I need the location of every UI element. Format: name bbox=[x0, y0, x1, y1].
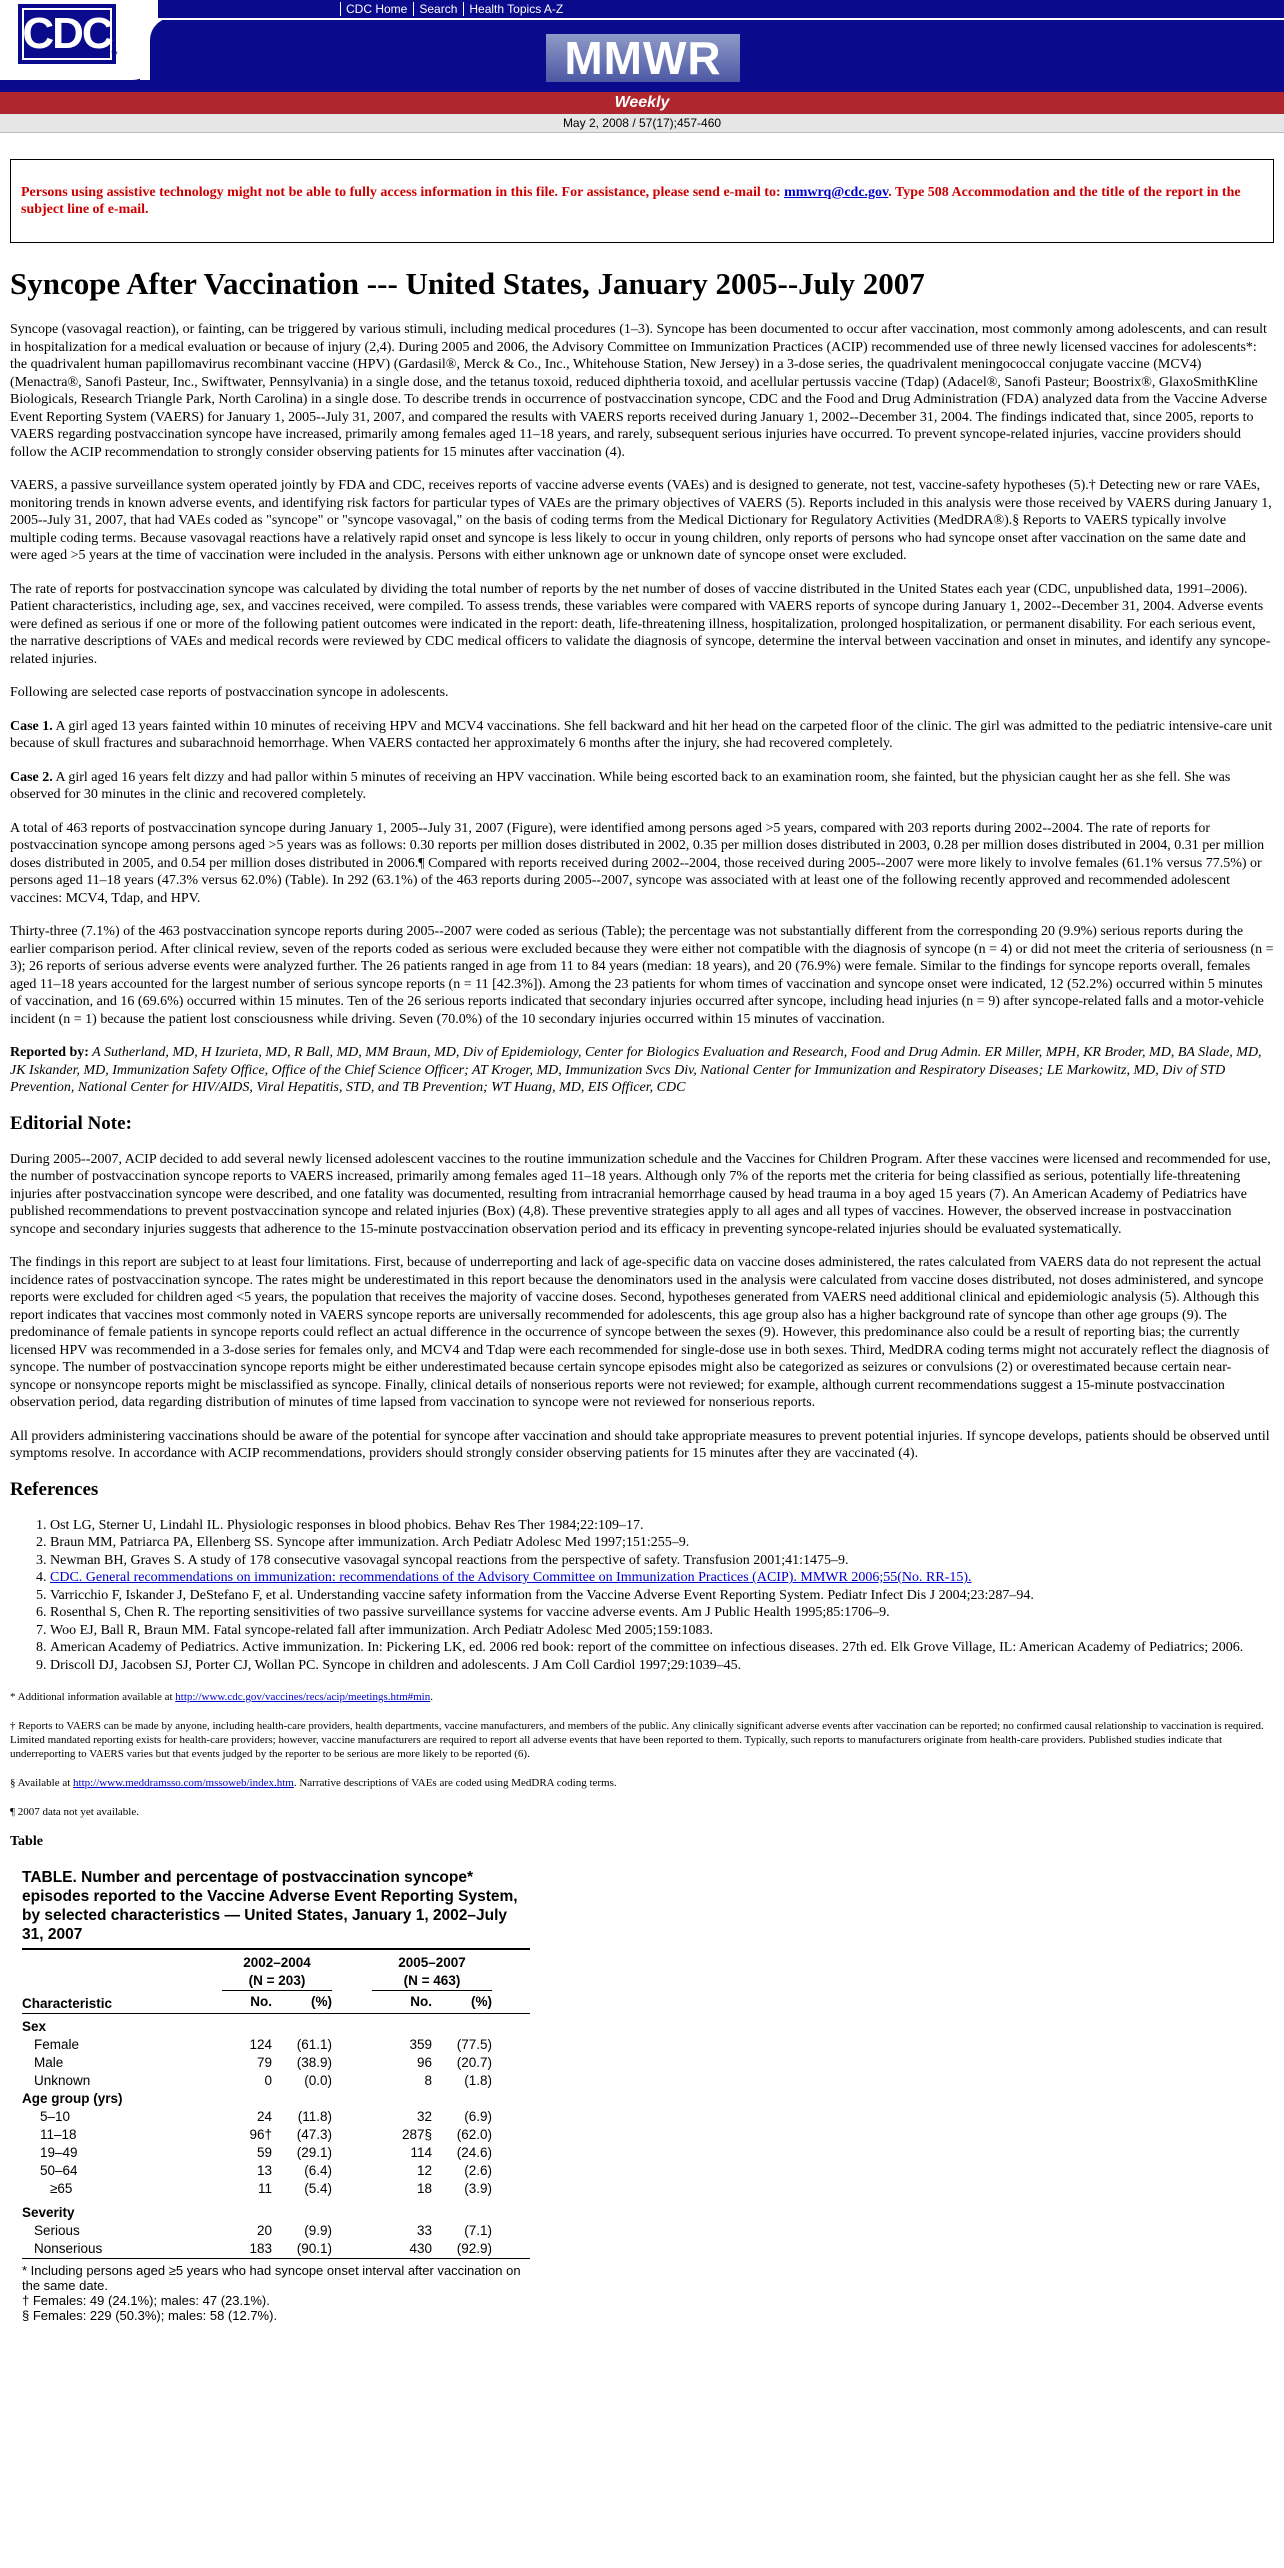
weekly-banner: Weekly bbox=[0, 92, 1284, 114]
case-1-label: Case 1. bbox=[10, 718, 53, 734]
paragraph-editorial-2: The findings in this report are subject to at least four limitations. First, because of underreporting and lack of age-specific data on vaccine doses administered, the rates calculated from VAERS data do not represent the actual incidence rates of postvaccination syncope. The rates might be underestimated in this report because the denominators used in the analysis were calculated from vaccine doses distributed, not doses administered, and syncope reports were excluded for children aged <5 years, the population that receives the majority of vaccine doses. Second, hypotheses generated from VAERS need additional clinical and epidemiologic analysis (5). Although this report indicates that vaccines most commonly noted in VAERS syncope reports are universally recommended for adolescents, this age group also has a higher background rate of syncope than other age groups (9). The predominance of female patients in syncope reports could reflect an actual difference in the occurrence of syncope between the sexes (9). However, this predominance also could be a result of reporting bias; the currently licensed HPV was recommended in a 3-dose series for females only, and MCV4 and Tdap were each recommended for single-dose use in both sexes. Third, MedDRA coding terms might not accurately reflect the diagnosis of syncope. The number of postvaccination syncope reports might be either underestimated because certain syncope episodes might also be categorized as seizures or convulsions (2) or overestimated because certain near-syncope or nonsyncope reports might be misclassified as syncope. Finally, clinical details of nonserious reports were not reviewed; for example, although current recommendations suggest a 15-minute postvaccination observation period, data regarding distribution of minutes of time lapsed from vaccination to syncope were not reviewed for nonserious reports. bbox=[10, 1255, 1270, 1410]
table-title: TABLE. Number and percentage of postvaccination syncope* episodes reported to the Vaccine Adverse Event Reporting System, by selected characteristics — United States, January 1, 2002–July 31, 2007 bbox=[22, 1869, 518, 1943]
cell-n2: 114 bbox=[410, 2144, 432, 2160]
row-label: ≥65 bbox=[50, 2180, 73, 2196]
paragraph-results: A total of 463 reports of postvaccination syncope during January 1, 2005--July 31, 2007 (Figure), were identified among persons aged >5 years, compared with 203 reports during 2002--2004. The rate of reports for postvaccination syncope among persons aged >5 years was as follows: 0.30 reports per million doses distributed in 2002, 0.35 per million doses distributed in 2003, 0.28 per million doses distributed in 2004, 0.31 per million doses distributed in 2005, and 0.54 per million doses distributed in 2006.¶ Compared with reports received during 2002--2004, those received during 2005--2007 were more likely to involve females (61.1% versus 77.5%) or persons aged 11–18 years (47.3% versus 62.0%) (Table). In 292 (63.1%) of the 463 reports during 2005--2007, syncope was associated with at least one of the following recently approved and recommended adolescent vaccines: MCV4, Tdap, and HPV. bbox=[10, 820, 1265, 906]
paragraph-reported-by bbox=[10, 1044, 1274, 1097]
footnote-1-link[interactable]: http://www.cdc.gov/vaccines/recs/acip/meetings.htm#min bbox=[175, 1691, 431, 1703]
cell-p2: (92.9) bbox=[456, 2240, 492, 2256]
section-sex: Sex bbox=[22, 2018, 47, 2034]
case-1-text: A girl aged 13 years fainted within 10 minutes of receiving HPV and MCV4 vaccinations. She fell backward and hit her head on the carpeted floor of the clinic. The girl was admitted to the pediatric intensive-care unit because of skull fractures and subarachnoid hemorrhage. When VAERS contacted her approximately 6 months after the injury, she had recovered completely. bbox=[10, 718, 1273, 751]
header-navy-curve bbox=[150, 18, 190, 80]
cell-p2: (6.9) bbox=[464, 2108, 492, 2124]
notice-text: Persons using assistive technology might not be able to fully access information in this file. For assistance, please send e-mail to: bbox=[21, 185, 785, 200]
table-row bbox=[22, 2036, 530, 2054]
table-label: Table bbox=[10, 1834, 43, 1849]
cell-p1: (0.0) bbox=[304, 2072, 332, 2088]
cell-n2: 33 bbox=[416, 2222, 432, 2238]
references-heading: References bbox=[10, 1478, 99, 1500]
nav-cdc-home[interactable]: CDC Home bbox=[340, 2, 413, 16]
footnote-1-text: * Additional information available at bbox=[10, 1691, 176, 1703]
row-label: Serious bbox=[34, 2222, 80, 2238]
cell-n1: 0 bbox=[264, 2072, 272, 2088]
row-label: Male bbox=[34, 2054, 64, 2070]
reference-item: 7. Woo EJ, Ball R, Braun MM. Fatal syncope-related fall after immunization. Arch Pediatr Adolesc Med 2005;159:1083. bbox=[50, 1622, 1274, 1640]
reference-item bbox=[50, 1569, 1274, 1587]
header-divider bbox=[160, 18, 1284, 20]
reference-item: 5. Varricchio F, Iskander J, DeStefano F, et al. Understanding vaccine safety information from the Vaccine Adverse Event Reporting System. Pediatr Infect Dis J 2004;23:287–94. bbox=[50, 1587, 1274, 1605]
paragraph-methods: The rate of reports for postvaccination syncope was calculated by dividing the total number of reports by the net number of doses of vaccine distributed in the United States each year (CDC, unpublished data, 1991–2006). Patient characteristics, including age, sex, and vaccines received, were compiled. To assess trends, these variables were compared with VAERS reports of syncope during January 1, 2002--December 31, 2004. Adverse events were defined as serious if one or more of the following patient outcomes were indicated in the report: death, life-threatening illness, hospitalization, prolonged hospitalization, or permanent disability. For each serious event, the narrative descriptions of VAEs and medical records were reviewed by CDC medical officers to validate the diagnosis of syncope, determine the interval between vaccination and onset in minutes, and identify any syncope-related injuries. bbox=[10, 581, 1271, 667]
table-period-1 bbox=[222, 1949, 332, 1991]
table-header-gap bbox=[332, 1949, 372, 1991]
cell-p2: (20.7) bbox=[456, 2054, 492, 2070]
paragraph-editorial-3: All providers administering vaccinations should be aware of the potential for syncope after vaccination and should take appropriate measures to prevent potential injuries. If syncope develops, patients should be observed until symptoms resolve. In accordance with ACIP recommendations, providers should strongly consider observing patients for 15 minutes after they are vaccinated (4). bbox=[10, 1428, 1270, 1461]
table-row bbox=[22, 2126, 530, 2144]
table-row bbox=[22, 2180, 530, 2198]
article-content bbox=[0, 159, 1284, 2323]
references-list bbox=[10, 1517, 1274, 1675]
col-gap bbox=[332, 1991, 372, 2014]
cell-p1: (61.1) bbox=[296, 2036, 332, 2052]
cell-n2: 32 bbox=[416, 2108, 432, 2124]
cell-p1: (9.9) bbox=[304, 2222, 332, 2238]
table-row bbox=[22, 2108, 530, 2126]
footnote-3-text: § Available at bbox=[10, 1777, 74, 1789]
reference-item: 9. Driscoll DJ, Jacobsen SJ, Porter CJ, Wollan PC. Syncope in children and adolescents. J Am Coll Cardiol 1997;29:1039–45. bbox=[50, 1657, 1274, 1675]
case-2-text: A girl aged 16 years felt dizzy and had pallor within 5 minutes of receiving an HPV vaccination. While being escorted back to an examination room, she fainted, but the physician caught her as she fell. She was observed for 30 minutes in the clinic and recovered completely. bbox=[10, 769, 1231, 802]
cell-p2: (77.5) bbox=[456, 2036, 492, 2052]
table-footnote-2: † Females: 49 (24.1%); males: 47 (23.1%). bbox=[22, 2292, 270, 2308]
period-2-n: (N = 463) bbox=[403, 1973, 461, 1988]
editorial-heading: Editorial Note: bbox=[10, 1112, 132, 1134]
cell-n1: 124 bbox=[249, 2036, 272, 2052]
reported-label: Reported by: bbox=[10, 1045, 89, 1060]
row-label: 11–18 bbox=[40, 2126, 77, 2142]
data-table bbox=[22, 1868, 530, 2323]
cell-p1: (11.8) bbox=[297, 2108, 332, 2124]
reference-link[interactable]: CDC. General recommendations on immunization: recommendations of the Advisory Committee on Immunization Practices (ACIP). MMWR 2006;55(No. RR-15). bbox=[50, 1570, 972, 1585]
cell-n1: 24 bbox=[256, 2108, 272, 2124]
top-nav bbox=[340, 2, 569, 16]
article-title: Syncope After Vaccination --- United States, January 2005--July 2007 bbox=[10, 266, 925, 301]
row-label: Unknown bbox=[34, 2072, 91, 2088]
case-2-label: Case 2. bbox=[10, 769, 53, 785]
period-1-n: (N = 203) bbox=[248, 1973, 306, 1988]
cell-n1: 13 bbox=[256, 2162, 272, 2178]
cell-n1: 11 bbox=[257, 2180, 272, 2196]
footnote-3-end: . Narrative descriptions of VAEs are coded using MedDRA coding terms. bbox=[293, 1777, 617, 1789]
table-period-2 bbox=[372, 1949, 492, 1991]
reference-item: 6. Rosenthal S, Chen R. The reporting sensitivities of two passive surveillance systems for vaccine adverse events. Am J Public Health 1995;85:1706–9. bbox=[50, 1604, 1274, 1622]
table-row bbox=[22, 2072, 530, 2090]
reference-item: 8. American Academy of Pediatrics. Active immunization. In: Pickering LK, ed. 2006 red book: report of the committee on infectious diseases. 27th ed. Elk Grove Village, IL: American Academy of Pediatrics; 2006. bbox=[50, 1639, 1274, 1657]
cell-p1: (6.4) bbox=[304, 2162, 332, 2178]
cdc-logo[interactable]: CDC bbox=[18, 4, 116, 64]
footnote-3-link[interactable]: http://www.meddramsso.com/mssoweb/index.htm bbox=[73, 1777, 294, 1789]
table-row bbox=[22, 2222, 530, 2240]
accessibility-notice bbox=[10, 159, 1274, 243]
paragraph-editorial-1: During 2005--2007, ACIP decided to add several newly licensed adolescent vaccines to the routine immunization schedule and the Vaccines for Children Program. After these vaccines were licensed and recommended for use, the number of postvaccination syncope reports to VAERS increased, primarily among females aged 11–18 years. Although only 7% of the reports met the criteria for being classified as serious, potentially life-threatening injuries after postvaccination syncope were described, and one fatality was documented, resulting from intracranial hemorrhage caused by head trauma in a boy aged 15 years (7). An American Academy of Pediatrics have published recommendations to prevent postvaccination syncope and related injuries (Box) (4,8). These preventive strategies apply to all ages and all types of vaccines. However, the observed increase in postvaccination syncope and secondary injuries suggests that adherence to the 15-minute postvaccination observation period and its efficacy in preventing syncope-related injuries should be evaluated systematically. bbox=[10, 1151, 1271, 1237]
section-severity: Severity bbox=[22, 2204, 75, 2220]
reference-item: 2. Braun MM, Patriarca PA, Ellenberg SS. Syncope after immunization. Arch Pediatr Adolesc Med 1997;151:255–9. bbox=[50, 1534, 1274, 1552]
reported-text: A Sutherland, MD, H Izurieta, MD, R Ball, MD, MM Braun, MD, Div of Epidemiology, Center for Biologics Evaluation and Research, Food and Drug Admin. ER Miller, MPH, KR Broder, MD, BA Slade, MD, JK Iskander, MD, Immunization Safety Office, Office of the Chief Science Officer; AT Kroger, MD, Immunization Svcs Div, National Center for Immunization and Respiratory Diseases; LE Markowitz, MD, Div of STD Prevention, National Center for HIV/AIDS, Viral Hepatitis, STD, and TB Prevention; WT Huang, MD, EIS Officer, CDC bbox=[10, 1045, 1262, 1095]
cell-n2: 8 bbox=[424, 2072, 432, 2088]
footnote-3 bbox=[10, 1776, 1274, 1790]
footnote-1-end: . bbox=[430, 1691, 433, 1703]
row-label: 50–64 bbox=[40, 2162, 78, 2178]
cell-p1: (47.3) bbox=[296, 2126, 332, 2142]
cell-p2: (7.1) bbox=[464, 2222, 492, 2238]
nav-search[interactable]: Search bbox=[413, 2, 463, 16]
cell-p1: (38.9) bbox=[296, 2054, 332, 2070]
col-no-1: No. bbox=[250, 1993, 272, 2009]
cell-n2: 430 bbox=[409, 2240, 432, 2256]
row-label: 5–10 bbox=[40, 2108, 71, 2124]
cell-n1: 20 bbox=[256, 2222, 272, 2238]
cell-n2: 12 bbox=[416, 2162, 432, 2178]
footnote-1 bbox=[10, 1690, 1274, 1704]
site-header bbox=[0, 0, 1284, 92]
cell-p2: (3.9) bbox=[464, 2180, 492, 2196]
period-1-label: 2002–2004 bbox=[243, 1955, 311, 1970]
cell-n1: 59 bbox=[256, 2144, 272, 2160]
paragraph-case-intro: Following are selected case reports of postvaccination syncope in adolescents. bbox=[10, 685, 449, 700]
cell-p2: (1.8) bbox=[464, 2072, 492, 2088]
section-age: Age group (yrs) bbox=[22, 2090, 123, 2106]
issue-info: May 2, 2008 / 57(17);457-460 bbox=[0, 114, 1284, 133]
paragraph-serious: Thirty-three (7.1%) of the 463 postvaccination syncope reports during 2005--2007 were coded as serious (Table); the percentage was not substantially different from the corresponding 20 (9.9%) serious reports during the earlier comparison period. After clinical review, seven of the reports coded as serious were excluded because they were either not compatible with the diagnosis of syncope (n = 4) or did not meet the criteria of seriousness (n = 3); 26 reports of serious adverse events were analyzed further. The 26 patients ranged in age from 11 to 84 years (median: 18 years), and 20 (76.9%) were female. Similar to the findings for syncope reports overall, females aged 11–18 years accounted for the largest number of serious syncope reports (n = 11 [42.3%]). Among the 23 patients for whom times of vaccination and syncope onset were indicated, 12 (52.2%) occurred within 5 minutes of vaccination, and 16 (69.6%) occurred within 15 minutes. Ten of the 26 serious reports indicated that secondary injuries occurred after syncope, including head injuries (n = 9) after syncope-related falls and a motor-vehicle incident (n = 1) because the patient lost consciousness while driving. Seven (70.0%) of the 10 secondary injuries occurred within 15 minutes of vaccination. bbox=[10, 924, 1274, 1027]
cell-p2: (24.6) bbox=[456, 2144, 492, 2160]
cell-n1: 183 bbox=[249, 2240, 272, 2256]
table-header-end bbox=[492, 1949, 530, 1991]
cell-n2: 359 bbox=[409, 2036, 432, 2052]
period-2-label: 2005–2007 bbox=[398, 1955, 466, 1970]
table-row bbox=[22, 2054, 530, 2072]
cell-p1: (29.1) bbox=[296, 2144, 332, 2160]
reference-item: 3. Newman BH, Graves S. A study of 178 consecutive vasovagal syncopal reactions from the perspective of safety. Transfusion 2001;41:1475–9. bbox=[50, 1552, 1274, 1570]
footnote-4: ¶ 2007 data not yet available. bbox=[10, 1806, 139, 1818]
cdc-trademark: ™ bbox=[110, 50, 118, 59]
cell-p2: (2.6) bbox=[464, 2162, 492, 2178]
mmwr-logo[interactable]: MMWR bbox=[546, 34, 740, 82]
col-pct-1: (%) bbox=[311, 1993, 332, 2009]
cell-n2: 287§ bbox=[401, 2126, 432, 2142]
table-row bbox=[22, 2240, 530, 2259]
row-label: Female bbox=[34, 2036, 80, 2052]
col-no-2: No. bbox=[410, 1993, 432, 2009]
notice-email-link[interactable]: mmwrq@cdc.gov bbox=[784, 185, 889, 200]
row-label: Nonserious bbox=[34, 2240, 103, 2256]
cell-n2: 18 bbox=[416, 2180, 432, 2196]
paragraph-vaers: VAERS, a passive surveillance system operated jointly by FDA and CDC, receives reports of vaccine adverse events (VAEs) and is designed to generate, not test, vaccine-safety hypotheses (5).† Detecting new or rare VAEs, monitoring trends in known adverse events, and identifying risk factors for particular types of VAEs are the primary objectives of VAERS (5). Reports included in this analysis were those received by VAERS during January 1, 2005--July 31, 2007, that had VAEs coded as "syncope" or "syncope vasovagal," on the basis of coding terms from the Medical Dictionary for Regulatory Activities (MedDRA®).§ Reports to VAERS typically involve multiple coding terms. Because vasovagal reactions have a relatively rapid onset and syncope is less likely to occur in young children, only reports of persons who had syncope onset after vaccination on the same date and were aged >5 years at the time of vaccination were included in the analysis. Persons with either unknown age or unknown date of syncope onset were excluded. bbox=[10, 478, 1272, 563]
cell-p1: (90.1) bbox=[296, 2240, 332, 2256]
table-header-blank bbox=[22, 1949, 222, 1991]
col-end bbox=[492, 1991, 530, 2014]
col-characteristic: Characteristic bbox=[22, 1995, 113, 2011]
footnote-2: † Reports to VAERS can be made by anyone, including health-care providers, health departments, vaccine manufacturers, and members of the public. Any clinically significant adverse events after vaccination can be reported; no confirmed causal relationship to vaccination is required. Limited mandated reporting exists for health-care providers; however, vaccine manufacturers are required to report all adverse events that have been reported to them. Typically, such reports to manufacturers originate from health-care providers. Published studies indicate that underreporting to VAERS varies but that events judged by the reporter to be serious are more likely to be reported (6). bbox=[10, 1720, 1264, 1760]
table-footnote-3: § Females: 229 (50.3%); males: 58 (12.7%). bbox=[22, 2307, 278, 2323]
cell-n1: 96† bbox=[249, 2126, 272, 2142]
table-row bbox=[22, 2162, 530, 2180]
paragraph-case-2 bbox=[10, 769, 1274, 804]
nav-health-topics[interactable]: Health Topics A-Z bbox=[463, 2, 569, 16]
cell-n2: 96 bbox=[416, 2054, 432, 2070]
table-row bbox=[22, 2144, 530, 2162]
table-body bbox=[22, 1948, 530, 2259]
notice-text-end: . Type 508 Accommodation and the title of the report in the subject line of e-mail. bbox=[21, 185, 1241, 217]
table-footnote-1: * Including persons aged ≥5 years who had syncope onset interval after vaccination on the same date. bbox=[22, 2262, 521, 2293]
row-label: 19–49 bbox=[40, 2144, 78, 2160]
cell-p1: (5.4) bbox=[304, 2180, 332, 2196]
col-pct-2: (%) bbox=[471, 1993, 492, 2009]
paragraph-case-1 bbox=[10, 718, 1274, 753]
paragraph-intro: Syncope (vasovagal reaction), or fainting, can be triggered by various stimuli, including medical procedures (1–3). Syncope has been documented to occur after vaccination, most commonly among adolescents, and can result in hospitalization for a medical evaluation or because of injury (2,4). During 2005 and 2006, the Advisory Committee on Immunization Practices (ACIP) recommended use of three newly licensed vaccines for adolescents*: the quadrivalent human papillomavirus recombinant vaccine (HPV) (Gardasil®, Merck & Co., Inc., Whitehouse Station, New Jersey) in a 3-dose series, the quadrivalent meningococcal conjugate vaccine (MCV4) (Menactra®, Sanofi Pasteur, Inc., Swiftwater, Pennsylvania) in a single dose, and the tetanus toxoid, reduced diphtheria toxoid, and acellular pertussis vaccine (Tdap) (Adacel®, Sanofi Pasteur; Boostrix®, GlaxoSmithKline Biologicals, Research Triangle Park, North Carolina) in a single dose. To describe trends in occurrence of postvaccination syncope, CDC and the Food and Drug Administration (FDA) analyzed data from the Vaccine Adverse Event Reporting System (VAERS) for January 1, 2005--July 31, 2007, and compared the results with VAERS reports received during January 1, 2002--December 31, 2004. The findings indicated that, since 2005, reports to VAERS regarding postvaccination syncope have increased, primarily among females aged 11–18 years, and rarely, subsequent serious injuries have occurred. To prevent syncope-related injuries, vaccine providers should follow the ACIP recommendation to strongly consider observing patients for 15 minutes after vaccination (4). bbox=[10, 322, 1268, 460]
reference-item: 1. Ost LG, Sterner U, Lindahl IL. Physiologic responses in blood phobics. Behav Res Ther 1984;22:109–17. bbox=[50, 1517, 1274, 1535]
cell-p2: (62.0) bbox=[456, 2126, 492, 2142]
cell-n1: 79 bbox=[256, 2054, 272, 2070]
